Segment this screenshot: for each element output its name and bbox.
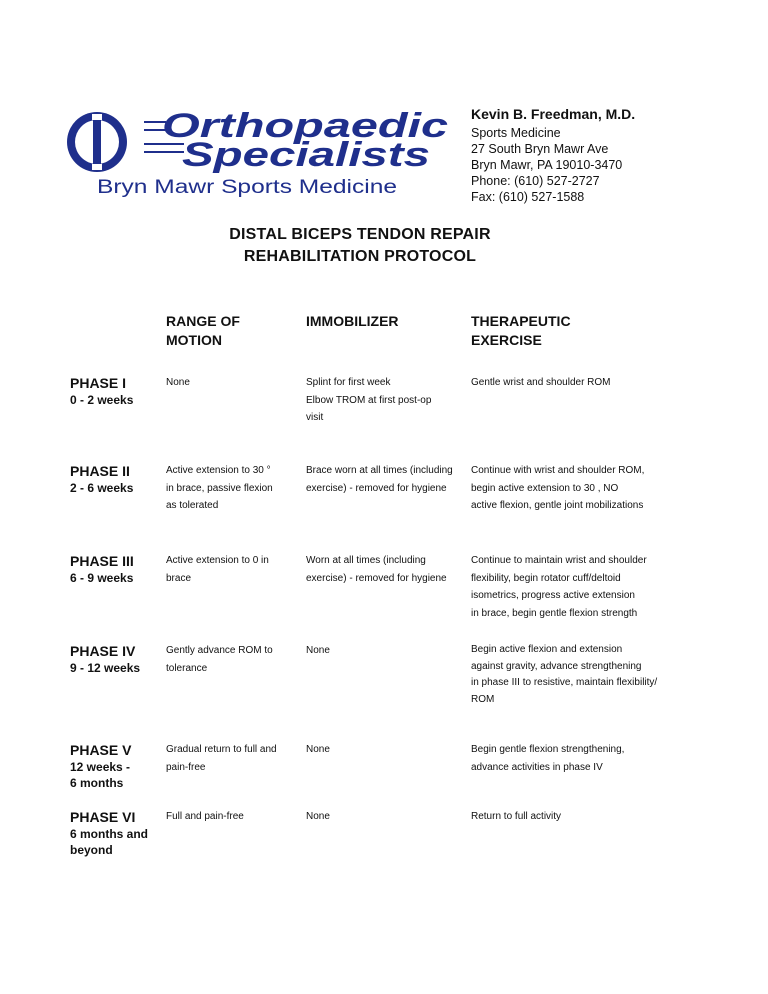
logo-tagline: Bryn Mawr Sports Medicine [97, 177, 397, 198]
column-header-immobilizer: IMMOBILIZER [306, 313, 399, 329]
document-title: DISTAL BICEPS TENDON REPAIR REHABILITATION PROTOCOL [229, 226, 491, 265]
logo-line1: Orthopaedic [162, 107, 449, 145]
therapeutic-exercise-cell: Begin gentle flexion strengthening, advance activities in phase IV [471, 744, 625, 773]
phase-label: PHASE VI 6 months and beyond [70, 809, 149, 857]
range-of-motion-cell: Active extension to 30 ° in brace, passive flexion as tolerated [166, 465, 273, 511]
therapeutic-exercise-cell: Gentle wrist and shoulder ROM [471, 377, 611, 388]
phase-label: PHASE I 0 - 2 weeks [70, 375, 134, 407]
range-of-motion-cell: Gently advance ROM to tolerance [166, 645, 273, 674]
therapeutic-exercise-cell: Continue to maintain wrist and shoulder flexibility, begin rotator cuff/deltoid isometrics, progress active extension in brace, begin gentle flexion strength [471, 555, 647, 619]
immobilizer-cell: Brace worn at all times (including exercise) - removed for hygiene [306, 465, 453, 494]
doctor-name: Kevin B. Freedman, M.D. [471, 106, 636, 122]
therapeutic-exercise-cell: Begin active flexion and extension against gravity, advance strengthening in phase III to resistive, maintain flexibility/ ROM [471, 644, 658, 705]
fax-line: Fax: (610) 527-1588 [471, 190, 585, 204]
range-of-motion-cell: Active extension to 0 in brace [166, 555, 269, 584]
immobilizer-cell: Splint for first week Elbow TROM at first post-op visit [306, 377, 432, 423]
column-header-therapeutic-exercise: THERAPEUTIC EXERCISE [471, 313, 571, 348]
immobilizer-cell: None [306, 744, 330, 755]
column-header-range-of-motion: RANGE OF MOTION [166, 313, 240, 348]
range-of-motion-cell: None [166, 377, 190, 388]
orthopaedic-specialists-logo [64, 104, 456, 204]
phase-label: PHASE III 6 - 9 weeks [70, 553, 134, 585]
phase-label: PHASE V 12 weeks - 6 months [70, 742, 132, 790]
immobilizer-cell: None [306, 645, 330, 656]
range-of-motion-cell: Gradual return to full and pain-free [166, 744, 277, 773]
phone-line: Phone: (610) 527-2727 [471, 174, 600, 188]
logo-line2: Specialists [182, 136, 430, 174]
therapeutic-exercise-cell: Continue with wrist and shoulder ROM, begin active extension to 30 , NO active flexion, gentle joint mobilizations [471, 465, 645, 511]
immobilizer-cell: Worn at all times (including exercise) - removed for hygiene [306, 555, 447, 584]
contact-block [471, 106, 635, 205]
contact-line: 27 South Bryn Mawr Ave [471, 142, 609, 156]
phase-label: PHASE II 2 - 6 weeks [70, 463, 134, 495]
therapeutic-exercise-cell: Return to full activity [471, 811, 562, 822]
contact-line: Bryn Mawr, PA 19010-3470 [471, 158, 623, 172]
phase-label: PHASE IV 9 - 12 weeks [70, 643, 141, 675]
range-of-motion-cell: Full and pain-free [166, 811, 244, 822]
immobilizer-cell: None [306, 811, 330, 822]
contact-line: Sports Medicine [471, 126, 561, 140]
